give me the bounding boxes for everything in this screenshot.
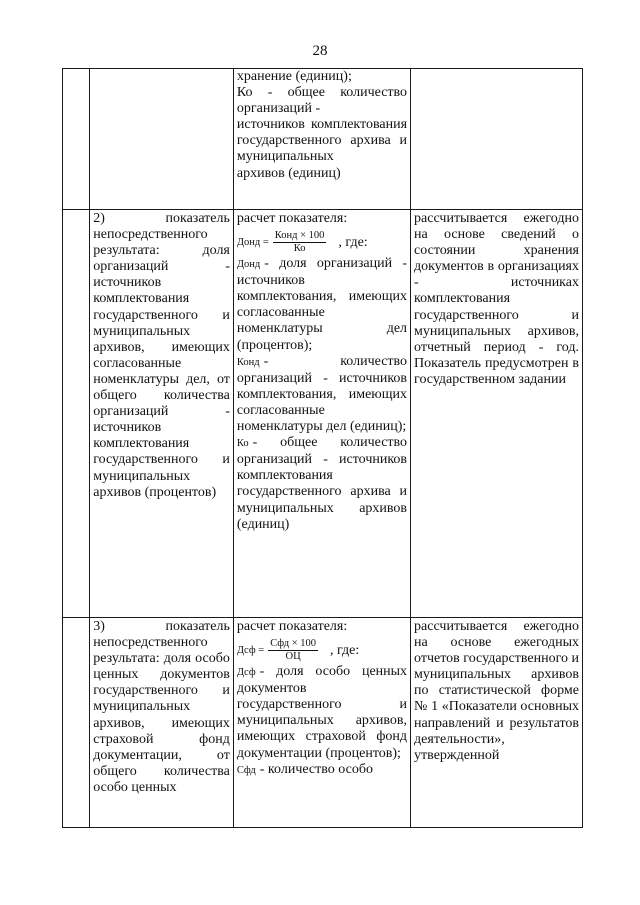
- formula-tail: , где:: [338, 234, 368, 250]
- method-line: хранение (единиц);: [236, 69, 352, 84]
- row-number-cell: [63, 69, 90, 210]
- method-line: архивов (единиц): [236, 165, 341, 181]
- indicator-name-cell: 3) показатель непосредственного результата: доля особо ценных документов государственного и муниципальных архивов, имеющих страховой фонд документации, от общего количества особо ценных: [90, 618, 234, 828]
- method-line: источников комплектования государственного архива и муниципальных: [236, 117, 408, 165]
- table-row: [63, 618, 583, 828]
- definition-symbol: Сфд: [236, 764, 256, 776]
- page-number: 28: [312, 43, 328, 59]
- source-cell: [411, 69, 583, 210]
- method-cell: [233, 69, 410, 210]
- indicator-name-cell: 2) показатель непосредственного результата: доля организаций - источников комплектования государственного и муниципальных архивов, имеющих согласованные номенклатуры дел, от общего количества организаций - источников комплектования государственного и муниципальных архивов (процентов): [90, 210, 234, 618]
- indicator-name-cell: [90, 69, 234, 210]
- formula: [237, 230, 407, 255]
- method-intro: расчет показателя:: [236, 211, 348, 226]
- row-number-cell: [63, 210, 90, 618]
- definition: [237, 762, 407, 779]
- formula-fraction: [273, 230, 327, 255]
- formula-fraction: [268, 638, 318, 663]
- source-cell: рассчитывается ежегодно на основе ежегодных отчетов государственного и муниципальных архивов по статистической форме № 1 «Показатели основных направлений и результатов деятельности», утвержденной: [411, 618, 583, 828]
- definition-symbol: Дсф: [236, 667, 256, 679]
- definition: [237, 664, 407, 762]
- formula-left: Дсф =: [236, 644, 265, 656]
- definition-text: - количество организаций - источников комплектования, имеющих согласованные номенклатуры дел (единиц);: [236, 353, 408, 435]
- definition-symbol: Конд: [236, 356, 260, 368]
- formula-numerator: Сфд × 100: [270, 638, 316, 650]
- definition-text: - доля организаций - источников комплектования, имеющих согласованные номенклатуры дел (процентов);: [236, 256, 408, 353]
- table-row: [63, 210, 583, 618]
- method-intro: расчет показателя:: [236, 619, 348, 634]
- formula-denominator: ОЦ: [285, 651, 301, 663]
- method-cell: [233, 618, 410, 828]
- indicators-table: [62, 68, 583, 828]
- formula-tail: , где:: [330, 642, 360, 658]
- definition-text: - количество особо: [259, 761, 373, 777]
- formula-denominator: Ко: [293, 243, 306, 255]
- table-row: [63, 69, 583, 210]
- definition-symbol: Донд: [236, 259, 261, 271]
- method-cell: [233, 210, 410, 618]
- definition: [237, 256, 407, 354]
- row-number-cell: [63, 618, 90, 828]
- formula-numerator: Конд × 100: [274, 230, 325, 242]
- definition-text: - общее количество организаций - источников комплектования государственного архива и муниципальных архивов (единиц): [236, 435, 408, 532]
- method-line: Ко - общее количество организаций -: [236, 85, 408, 117]
- definition: [237, 354, 407, 435]
- formula: [237, 638, 407, 663]
- formula-left: Донд =: [236, 236, 269, 248]
- source-cell: рассчитывается ежегодно на основе сведений о состоянии хранения документов в организациях - источниках комплектования государственного и муниципальных архивов, отчетный период - год. Показатель предусмотрен в государственном задании: [411, 210, 583, 618]
- definition-text: - доля особо ценных документов государственного и муниципальных архивов, имеющих страховой фонд документации (процентов);: [236, 664, 408, 761]
- definition: [237, 435, 407, 533]
- definition-symbol: Ко: [236, 438, 249, 450]
